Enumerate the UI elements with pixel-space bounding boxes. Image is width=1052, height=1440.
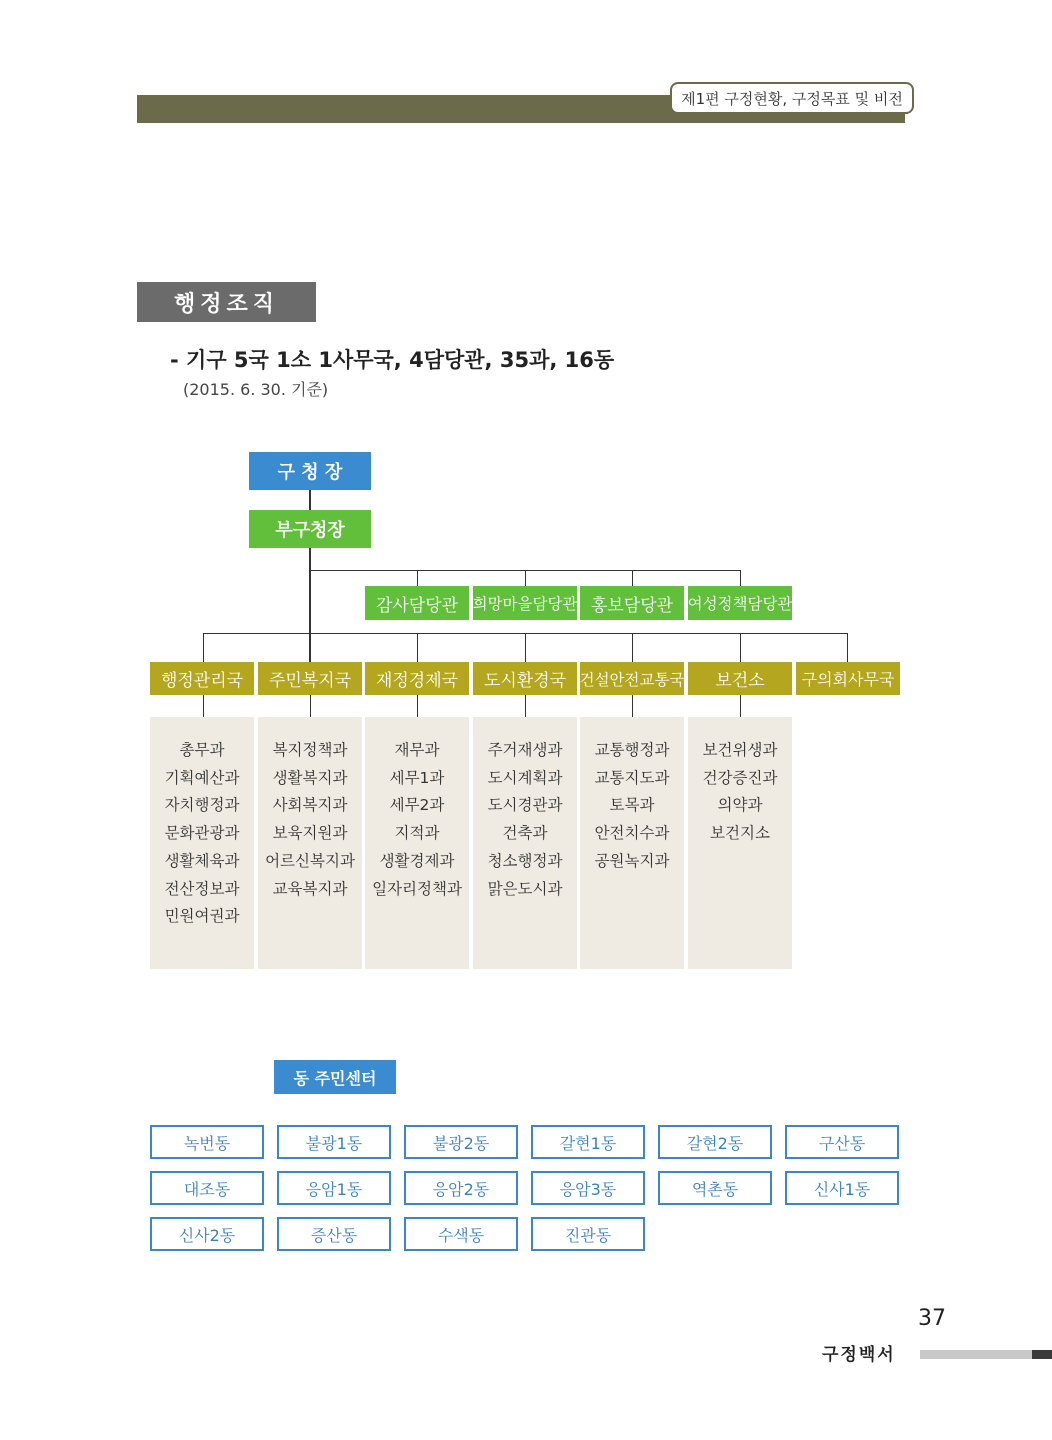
connector-line (525, 695, 526, 717)
dong-item: 불광2동 (404, 1125, 518, 1159)
division-item: 재무과 (394, 741, 440, 759)
bureau-box: 도시환경국 (473, 662, 577, 695)
dong-item: 신사2동 (150, 1217, 264, 1251)
dong-item: 녹번동 (150, 1125, 264, 1159)
connector-line (632, 570, 633, 586)
chapter-tab: 제1편 구정현황, 구정목표 및 비전 (670, 82, 914, 114)
division-item: 전산정보과 (164, 879, 240, 898)
dong-item: 갈현2동 (658, 1125, 772, 1159)
connector-line (417, 695, 418, 717)
officer-box: 감사담당관 (365, 586, 469, 620)
division-item: 세무2과 (389, 796, 445, 815)
division-item: 보건지소 (710, 824, 770, 843)
division-item: 지적과 (394, 824, 440, 843)
section-title: 행정조직 (137, 282, 316, 322)
connector-line (847, 633, 848, 663)
dong-item: 신사1동 (785, 1171, 899, 1205)
dong-item: 갈현1동 (531, 1125, 645, 1159)
book-title: 구정백서 (822, 1345, 896, 1365)
division-item: 교통지도과 (594, 768, 670, 787)
dong-item: 증산동 (277, 1217, 391, 1251)
connector-line (632, 695, 633, 717)
division-item: 보건위생과 (702, 741, 778, 759)
connector-line (740, 695, 741, 717)
officer-box: 희망마을담당관 (473, 586, 577, 620)
footer-bar (920, 1350, 1032, 1359)
division-item: 안전치수과 (594, 824, 670, 843)
division-item: 생활경제과 (379, 851, 455, 870)
division-item: 주거재생과 (487, 741, 563, 759)
division-item: 건축과 (502, 824, 548, 843)
dong-item: 응암3동 (531, 1171, 645, 1205)
division-item: 건강증진과 (702, 768, 778, 787)
connector-line (740, 633, 741, 663)
division-item: 사회복지과 (272, 796, 348, 815)
division-list (473, 717, 577, 969)
division-item: 교육복지과 (272, 879, 348, 898)
bureau-box: 건설안전교통국 (580, 662, 684, 695)
page-number: 37 (918, 1306, 946, 1331)
dong-item: 불광1동 (277, 1125, 391, 1159)
dong-center-title: 동 주민센터 (274, 1060, 396, 1094)
dong-item: 진관동 (531, 1217, 645, 1251)
connector-line (309, 490, 311, 510)
deputy-mayor-box: 부구청장 (249, 510, 371, 548)
dong-item: 응암2동 (404, 1171, 518, 1205)
division-item: 세무1과 (389, 768, 445, 787)
connector-line (417, 633, 418, 663)
connector-line (525, 570, 526, 586)
division-list (150, 717, 254, 969)
division-item: 자치행정과 (164, 796, 240, 815)
dong-item: 대조동 (150, 1171, 264, 1205)
bureau-box: 보건소 (688, 662, 792, 695)
connector-line (309, 548, 311, 662)
officer-box: 홍보담당관 (580, 586, 684, 620)
division-item: 맑은도시과 (487, 879, 563, 898)
division-item: 의약과 (717, 796, 763, 815)
division-item: 어르신복지과 (265, 851, 355, 870)
division-item: 청소행정과 (487, 851, 563, 870)
mayor-box: 구 청 장 (249, 452, 371, 490)
division-list (258, 717, 362, 969)
division-item: 교통행정과 (594, 741, 670, 759)
bureau-box: 재정경제국 (365, 662, 469, 695)
organization-summary: - 기구 5국 1소 1사무국, 4담당관, 35과, 16동 (170, 348, 615, 372)
division-item: 민원여권과 (164, 907, 240, 926)
division-list (688, 717, 792, 969)
division-item: 기획예산과 (164, 768, 240, 787)
division-item: 생활체육과 (164, 851, 240, 870)
division-item: 복지정책과 (272, 741, 348, 759)
dong-item: 구산동 (785, 1125, 899, 1159)
division-item: 공원녹지과 (594, 851, 670, 870)
bureau-box: 주민복지국 (258, 662, 362, 695)
connector-line (525, 633, 526, 663)
connector-line (203, 633, 204, 663)
division-item: 보육지원과 (272, 824, 348, 843)
connector-line (203, 695, 204, 717)
division-item: 일자리정책과 (372, 879, 462, 898)
division-item: 생활복지과 (272, 768, 348, 787)
bureau-box: 행정관리국 (150, 662, 254, 695)
dong-item: 역촌동 (658, 1171, 772, 1205)
division-item: 토목과 (609, 796, 655, 815)
dong-item: 수색동 (404, 1217, 518, 1251)
connector-line (740, 570, 741, 586)
division-item: 총무과 (179, 741, 225, 759)
division-item: 도시계획과 (487, 768, 563, 787)
connector-line (310, 695, 311, 717)
division-item: 도시경관과 (487, 796, 563, 815)
dong-item: 응암1동 (277, 1171, 391, 1205)
connector-line (417, 570, 418, 586)
footer-bar-accent (1032, 1350, 1052, 1359)
connector-line (632, 633, 633, 663)
as-of-date: (2015. 6. 30. 기준) (183, 380, 329, 399)
division-list (365, 717, 469, 969)
officer-box: 여성정책담당관 (688, 586, 792, 620)
division-list (580, 717, 684, 969)
bureau-box: 구의회사무국 (796, 662, 900, 695)
division-item: 문화관광과 (164, 824, 240, 843)
